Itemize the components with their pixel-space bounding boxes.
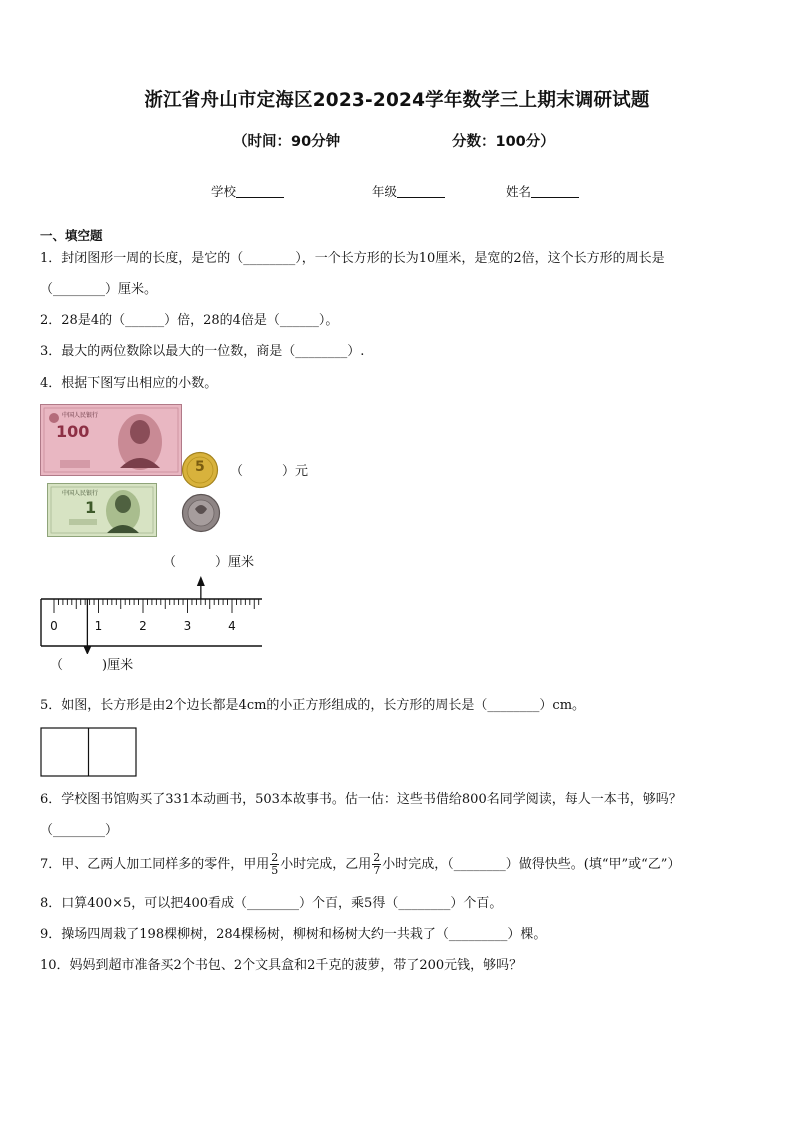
fraction-two-fifths (270, 852, 279, 877)
ruler-bottom-arrow-head (83, 646, 91, 654)
banknote-1-value: 1 (85, 498, 97, 517)
section-heading: 一、填空题 (40, 228, 103, 243)
school-field[interactable] (211, 182, 284, 200)
two-square-rectangle (40, 727, 138, 778)
question-4-money-answer: （ ）元 (230, 464, 309, 479)
fraction-2-numerator: 2 (373, 851, 381, 864)
banknote-100-value: 100 (56, 422, 90, 441)
exam-time: （时间：90分钟 (233, 134, 341, 150)
page-title: 浙江省舟山市定海区2023-2024学年数学三上期末调研试题 (144, 90, 650, 111)
question-7-suffix: 小时完成，（________）做得快些。(填“甲”或“乙”） (382, 857, 681, 872)
coin-5-value: 5 (195, 459, 205, 475)
question-4: 4．根据下图写出相应的小数。 (40, 376, 218, 391)
grade-label: 年级 (372, 184, 398, 199)
question-7-middle: 小时完成，乙用 (280, 857, 372, 872)
grade-blank[interactable] (397, 183, 445, 198)
fraction-two-sevenths (372, 852, 381, 877)
coin-1-jiao-image (181, 493, 221, 533)
school-label: 学校 (211, 184, 237, 199)
name-field[interactable] (506, 182, 579, 200)
question-1-line-2: （________）厘米。 (40, 282, 158, 297)
ruler-label: 1 (94, 619, 103, 633)
ruler-top-arrow-head (197, 576, 205, 586)
ruler-label: 3 (183, 619, 192, 633)
question-3: 3．最大的两位数除以最大的一位数，商是（________）. (40, 344, 365, 359)
question-9: 9．操场四周栽了198棵柳树，284棵杨树，柳树和杨树大约一共栽了（_________）棵。 (40, 927, 547, 942)
grade-field[interactable] (372, 182, 445, 200)
question-1-line-1: 1．封闭图形一周的长度，是它的（________），一个长方形的长为10厘米，是宽的2倍，这个长方形的周长是 (40, 251, 665, 266)
ruler (38, 574, 268, 654)
question-5: 5．如图，长方形是由2个边长都是4cm的小正方形组成的，长方形的周长是（________）cm。 (40, 698, 586, 713)
banknote-100-bank: 中国人民银行 (62, 412, 99, 419)
name-blank[interactable] (531, 183, 579, 198)
school-blank[interactable] (236, 183, 284, 198)
question-10: 10．妈妈到超市准备买2个书包、2个文具盒和2千克的菠萝，带了200元钱，够吗？ (40, 958, 523, 973)
ruler-label: 4 (228, 619, 236, 633)
fraction-1-denominator: 5 (271, 864, 279, 877)
question-4-ruler-top-answer: （ ）厘米 (163, 555, 255, 570)
question-2: 2．28是4的（______）倍，28的4倍是（______）。 (40, 313, 339, 328)
fraction-1-numerator: 2 (271, 851, 279, 864)
ruler-label: 2 (139, 619, 147, 633)
question-7-prefix: 7．甲、乙两人加工同样多的零件，甲用 (40, 857, 270, 872)
fraction-2-denominator: 7 (373, 864, 381, 877)
exam-score: 分数：100分） (452, 134, 555, 150)
ruler-label: 0 (50, 619, 58, 633)
question-6-line-2: （________） (40, 823, 119, 838)
name-label: 姓名 (506, 184, 532, 199)
question-8: 8．口算400×5，可以把400看成（________）个百，乘5得（________）个百。 (40, 896, 503, 911)
question-4-ruler-bottom-answer: （ )厘米 (50, 658, 134, 673)
question-7 (40, 848, 680, 882)
banknote-1-bank: 中国人民银行 (62, 490, 99, 497)
question-6-line-1: 6．学校图书馆购买了331本动画书，503本故事书。估一估：这些书借给800名同学阅读，每人一本书，够吗？ (40, 792, 682, 807)
